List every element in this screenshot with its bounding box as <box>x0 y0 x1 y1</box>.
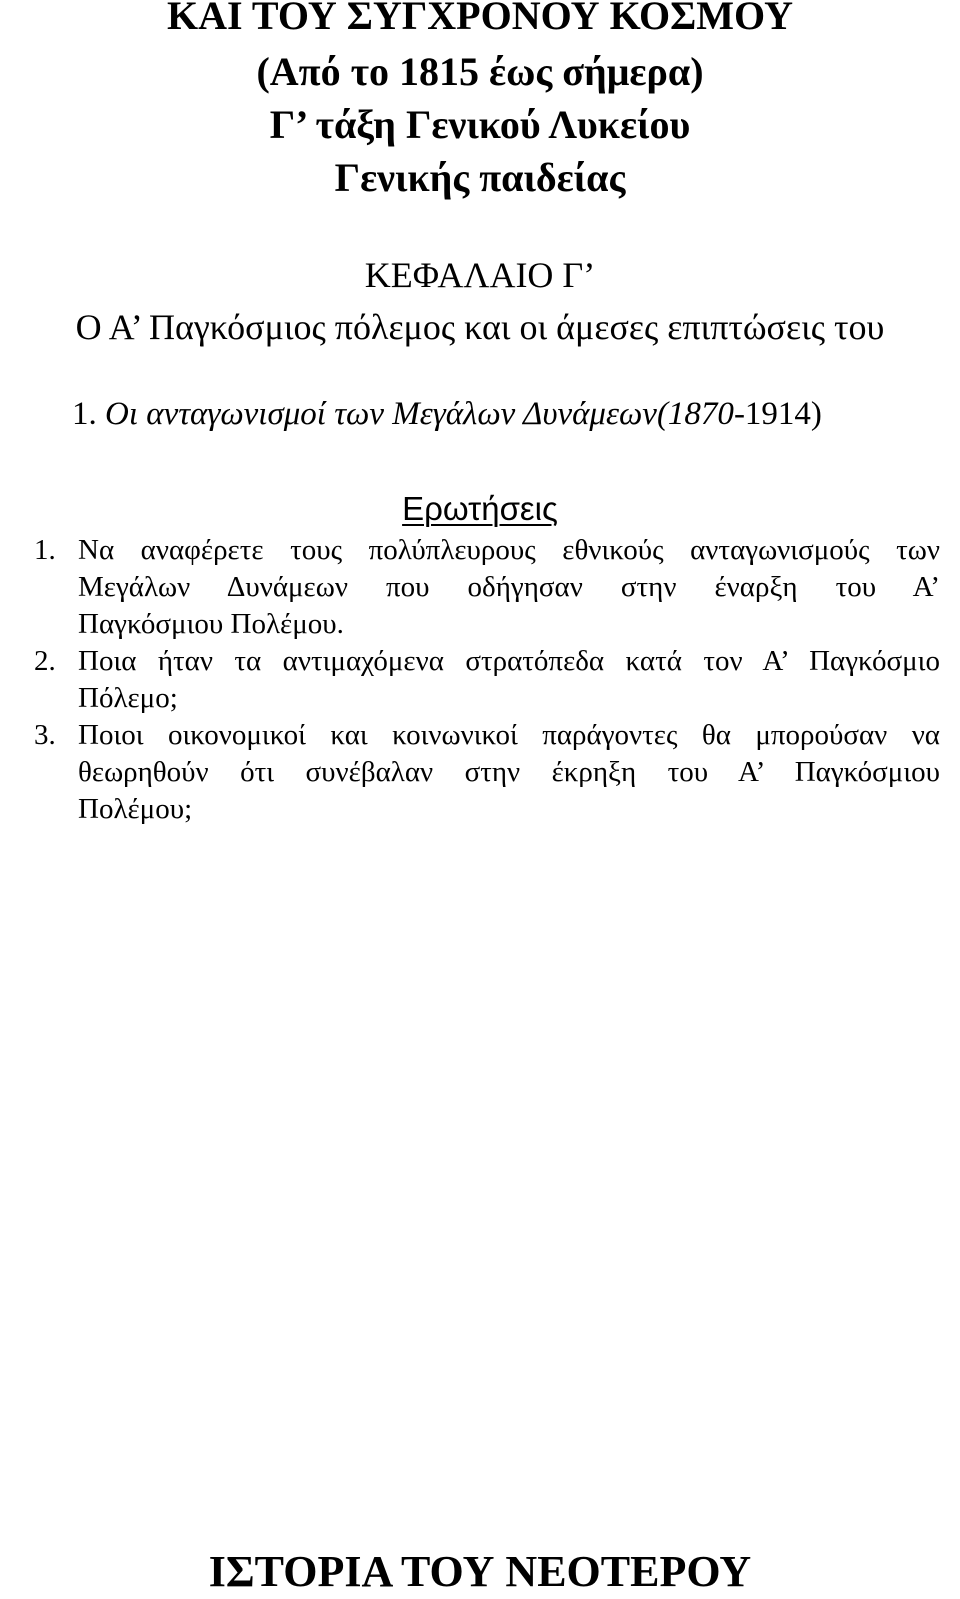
document-title-line-1: ΚΑΙ ΤΟΥ ΣΥΓΧΡΟΝΟΥ ΚΟΣΜΟΥ <box>167 0 793 38</box>
question-text-line: Μεγάλων Δυνάμεων που οδήγησαν στην έναρξη του Α’ <box>78 571 940 603</box>
next-page-title: ΙΣΤΟΡΙΑ ΤΟΥ ΝΕΟΤΕΡΟΥ <box>208 1547 752 1596</box>
question-text-line: Πολέμου; <box>78 793 193 825</box>
chapter-label: ΚΕΦΑΛΑΙΟ Γ’ <box>364 255 596 295</box>
document-title-line-2: (Από το 1815 έως σήμερα) <box>256 49 704 94</box>
question-number: 3. <box>34 719 56 751</box>
question-text-line: Πόλεμο; <box>78 682 178 714</box>
question-text-line: θεωρηθούν ότι συνέβαλαν στην έκρηξη του Α’ Παγκόσμιου <box>78 756 940 788</box>
section-title-italic: Οι ανταγωνισμοί των Μεγάλων Δυνάμεων(1870 <box>105 396 734 432</box>
question-text-line: Ποια ήταν τα αντιμαχόμενα στρατόπεδα κατά τον Α’ Παγκόσμιο <box>78 645 940 677</box>
question-item-2 <box>34 643 940 717</box>
question-item-1 <box>34 532 940 643</box>
document-title-line-3: Γ’ τάξη Γενικού Λυκείου <box>269 102 691 147</box>
document-title-line-4: Γενικής παιδείας <box>334 155 626 200</box>
section-number: 1. <box>72 396 97 432</box>
questions-list <box>34 532 940 828</box>
question-text-line: Ποιοι οικονομικοί και κοινωνικοί παράγοντες θα μπορούσαν να <box>78 719 940 751</box>
chapter-title: Ο Α’ Παγκόσμιος πόλεμος και οι άμεσες επιπτώσεις του <box>75 307 885 347</box>
section-heading <box>72 395 822 433</box>
question-number: 2. <box>34 645 56 677</box>
questions-heading: Ερωτήσεις <box>402 490 558 527</box>
section-title-rest: -1914) <box>733 396 822 432</box>
question-number: 1. <box>34 534 56 566</box>
question-text-line: Να αναφέρετε τους πολύπλευρους εθνικούς ανταγωνισμούς των <box>78 534 940 566</box>
question-item-3 <box>34 717 940 828</box>
question-text-line: Παγκόσμιου Πολέμου. <box>78 608 344 640</box>
